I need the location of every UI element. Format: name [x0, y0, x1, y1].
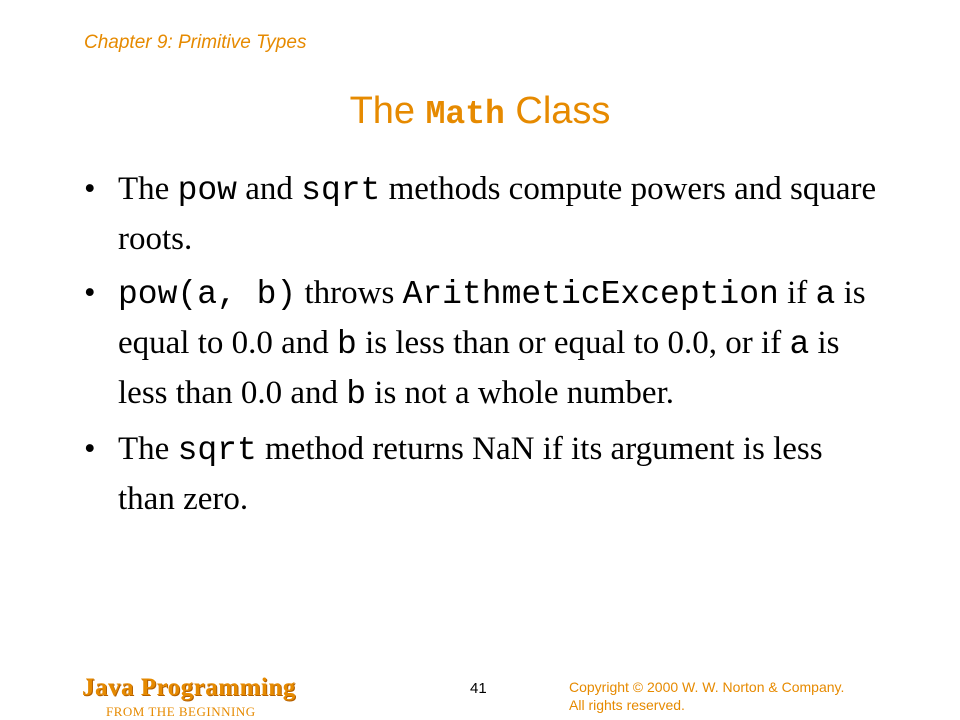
- book-logo: Java Programming: [82, 674, 296, 701]
- bullet-pow-exception: [84, 269, 884, 419]
- page-number: 41: [470, 680, 487, 697]
- code-pow: pow: [177, 172, 237, 209]
- title-code: Math: [425, 96, 505, 133]
- title-post: Class: [504, 90, 611, 132]
- chapter-label: Chapter 9: Primitive Types: [84, 32, 307, 53]
- text: is less than or equal to 0.0, or if: [356, 325, 790, 361]
- text: method returns NaN if its argument is less than zero.: [118, 431, 823, 517]
- code-b: b: [337, 326, 357, 363]
- bullet-dot: •: [84, 431, 96, 467]
- code-sqrt: sqrt: [177, 432, 257, 469]
- code-a: a: [815, 276, 836, 313]
- code-a: a: [789, 326, 810, 363]
- copyright-line2: All rights reserved.: [569, 697, 685, 713]
- copyright: [569, 678, 844, 714]
- code-exception: ArithmeticException: [402, 276, 779, 313]
- code-pow-call: pow(a, b): [118, 276, 297, 313]
- slide-title: [0, 90, 960, 133]
- text: if: [778, 275, 816, 311]
- text: is equal to 0.0 and: [118, 275, 866, 361]
- book-subtitle: FROM THE BEGINNING: [106, 704, 256, 719]
- text: is less than 0.0 and: [118, 325, 840, 411]
- text: and: [236, 171, 302, 207]
- text: throws: [296, 275, 403, 311]
- bullet-pow-sqrt: [84, 165, 884, 263]
- text: is not a whole number.: [366, 375, 674, 411]
- code-b: b: [346, 376, 367, 413]
- copyright-line1: Copyright © 2000 W. W. Norton & Company.: [569, 679, 845, 695]
- text: The: [118, 431, 178, 467]
- bullet-list: [84, 165, 884, 529]
- text: methods compute powers and square roots.: [118, 171, 877, 257]
- bullet-sqrt-nan: [84, 425, 884, 523]
- title-pre: The: [349, 90, 426, 132]
- code-sqrt: sqrt: [301, 172, 381, 209]
- bullet-dot: •: [84, 171, 96, 207]
- text: The: [118, 171, 178, 207]
- bullet-dot: •: [84, 275, 96, 311]
